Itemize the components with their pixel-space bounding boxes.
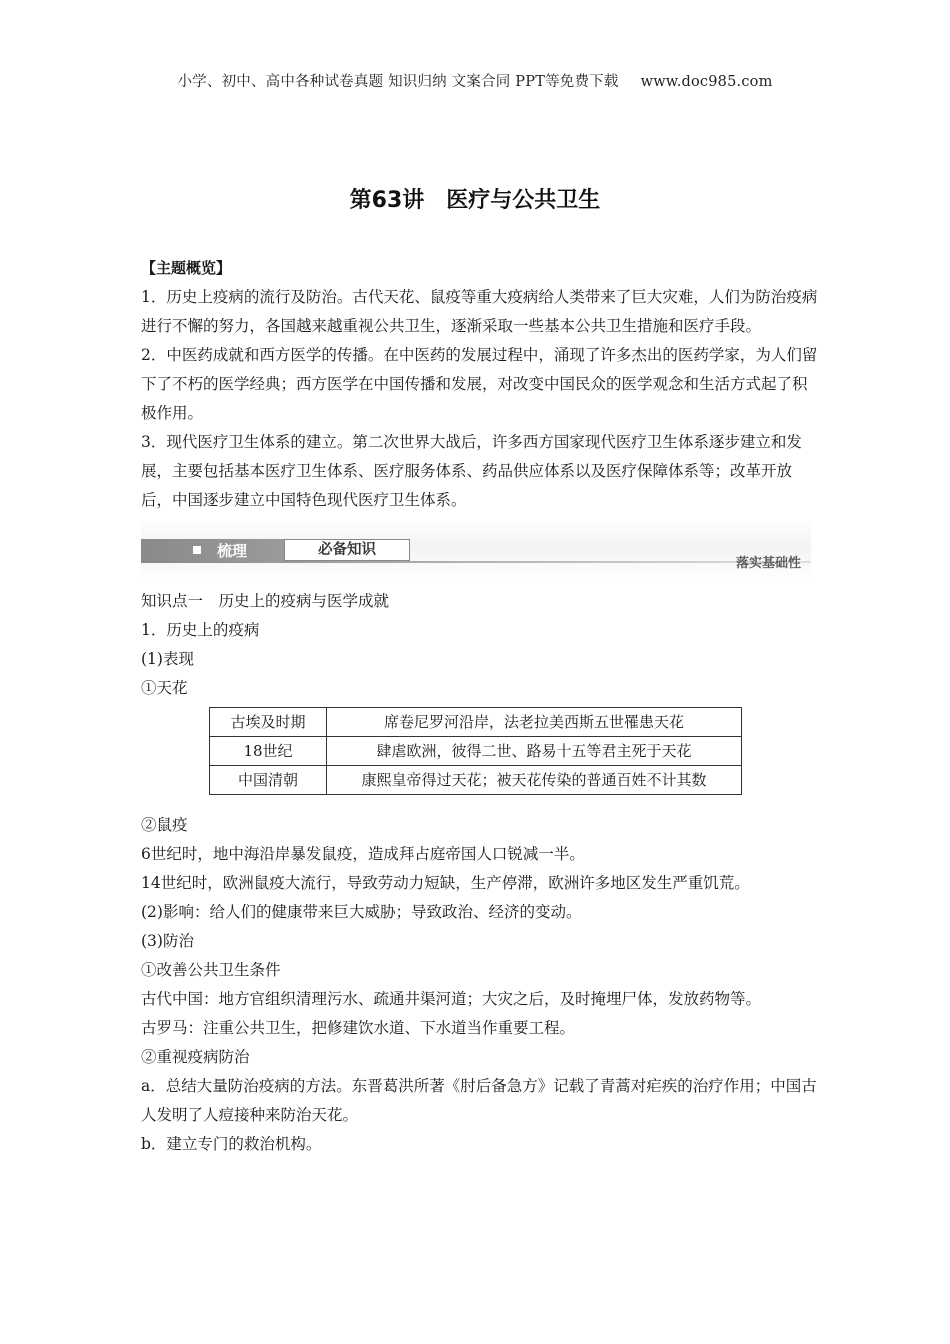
table-row (210, 737, 742, 766)
page-header (0, 70, 950, 91)
banner-right-text: 落实基础性 (735, 556, 801, 571)
subheading-1: 1．历史上的疫病 (141, 621, 260, 639)
plague-text-2: 14世纪时，欧洲鼠疫大流行，导致劳动力短缺，生产停滞，欧洲许多地区发生严重饥荒。 (141, 874, 750, 892)
lecture-number: 第63讲 (349, 188, 425, 213)
table-cell: 肆虐欧洲，彼得二世、路易十五等君主死于天花 (327, 737, 742, 766)
section-heading: 知识点一 历史上的疫病与医学成就 (141, 592, 390, 610)
overview-item-1: 1．历史上疫病的流行及防治。古代天花、鼠疫等重大疫病给人类带来了巨大灾难，人们为防治疫病进行不懈的努力，各国越来越重视公共卫生，逐渐采取一些基本公共卫生措施和医疗手段。 (141, 288, 818, 335)
prevention-heading: (3)防治 (141, 932, 194, 950)
table-cell: 康熙皇帝得过天花；被天花传染的普通百姓不计其数 (327, 766, 742, 795)
plague-label: ②鼠疫 (141, 816, 188, 834)
prevention-2b-text: b．建立专门的救治机构。 (141, 1135, 322, 1153)
smallpox-table (209, 707, 742, 795)
impact-text: (2)影响：给人们的健康带来巨大威胁；导致政治、经济的变动。 (141, 903, 582, 921)
section-banner (141, 519, 811, 581)
table-cell: 古埃及时期 (210, 708, 327, 737)
prevention-1a-text: 古代中国：地方官组织清理污水、疏通井渠河道；大灾之后，及时掩埋尸体，发放药物等。 (141, 990, 762, 1008)
banner-box: 必备知识 (284, 539, 410, 561)
main-content (141, 254, 821, 1159)
prevention-2-label: ②重视疫病防治 (141, 1048, 250, 1066)
plague-text-1: 6世纪时，地中海沿岸暴发鼠疫，造成拜占庭帝国人口锐减一半。 (141, 845, 585, 863)
overview-item-3: 3．现代医疗卫生体系的建立。第二次世界大战后，许多西方国家现代医疗卫生体系逐步建立和发展，主要包括基本医疗卫生体系、医疗服务体系、药品供应体系以及医疗保障体系等；改革开放后，中国逐步建立中国特色现代医疗卫生体系。 (141, 433, 802, 509)
table-cell: 18世纪 (210, 737, 327, 766)
prevention-1-label: ①改善公共卫生条件 (141, 961, 281, 979)
banner-label: 梳理 (217, 542, 248, 560)
overview-item-2: 2．中医药成就和西方医学的传播。在中医药的发展过程中，涌现了许多杰出的医药学家，为人们留下了不朽的医学经典；西方医学在中国传播和发展，对改变中国民众的医学观念和生活方式起了积极作用。 (141, 346, 818, 422)
prevention-1b-text: 古罗马：注重公共卫生，把修建饮水道、下水道当作重要工程。 (141, 1019, 576, 1037)
smallpox-label: ①天花 (141, 679, 188, 697)
overview-label: 【主题概览】 (141, 259, 232, 277)
page-title (0, 183, 950, 214)
lecture-topic: 医疗与公共卫生 (446, 188, 601, 213)
table-cell: 中国清朝 (210, 766, 327, 795)
table-row (210, 766, 742, 795)
prevention-2a-text: a．总结大量防治疫病的方法。东晋葛洪所著《肘后备急方》记载了青蒿对疟疾的治疗作用；中国古人发明了人痘接种来防治天花。 (141, 1077, 817, 1124)
table-row (210, 708, 742, 737)
square-bullet-icon (193, 546, 201, 554)
subheading-1a: (1)表现 (141, 650, 194, 668)
table-cell: 席卷尼罗河沿岸，法老拉美西斯五世罹患天花 (327, 708, 742, 737)
header-text: 小学、初中、高中各种试卷真题 知识归纳 文案合同 PPT等免费下载 (177, 74, 619, 90)
header-site-link[interactable]: www.doc985.com (640, 74, 773, 90)
